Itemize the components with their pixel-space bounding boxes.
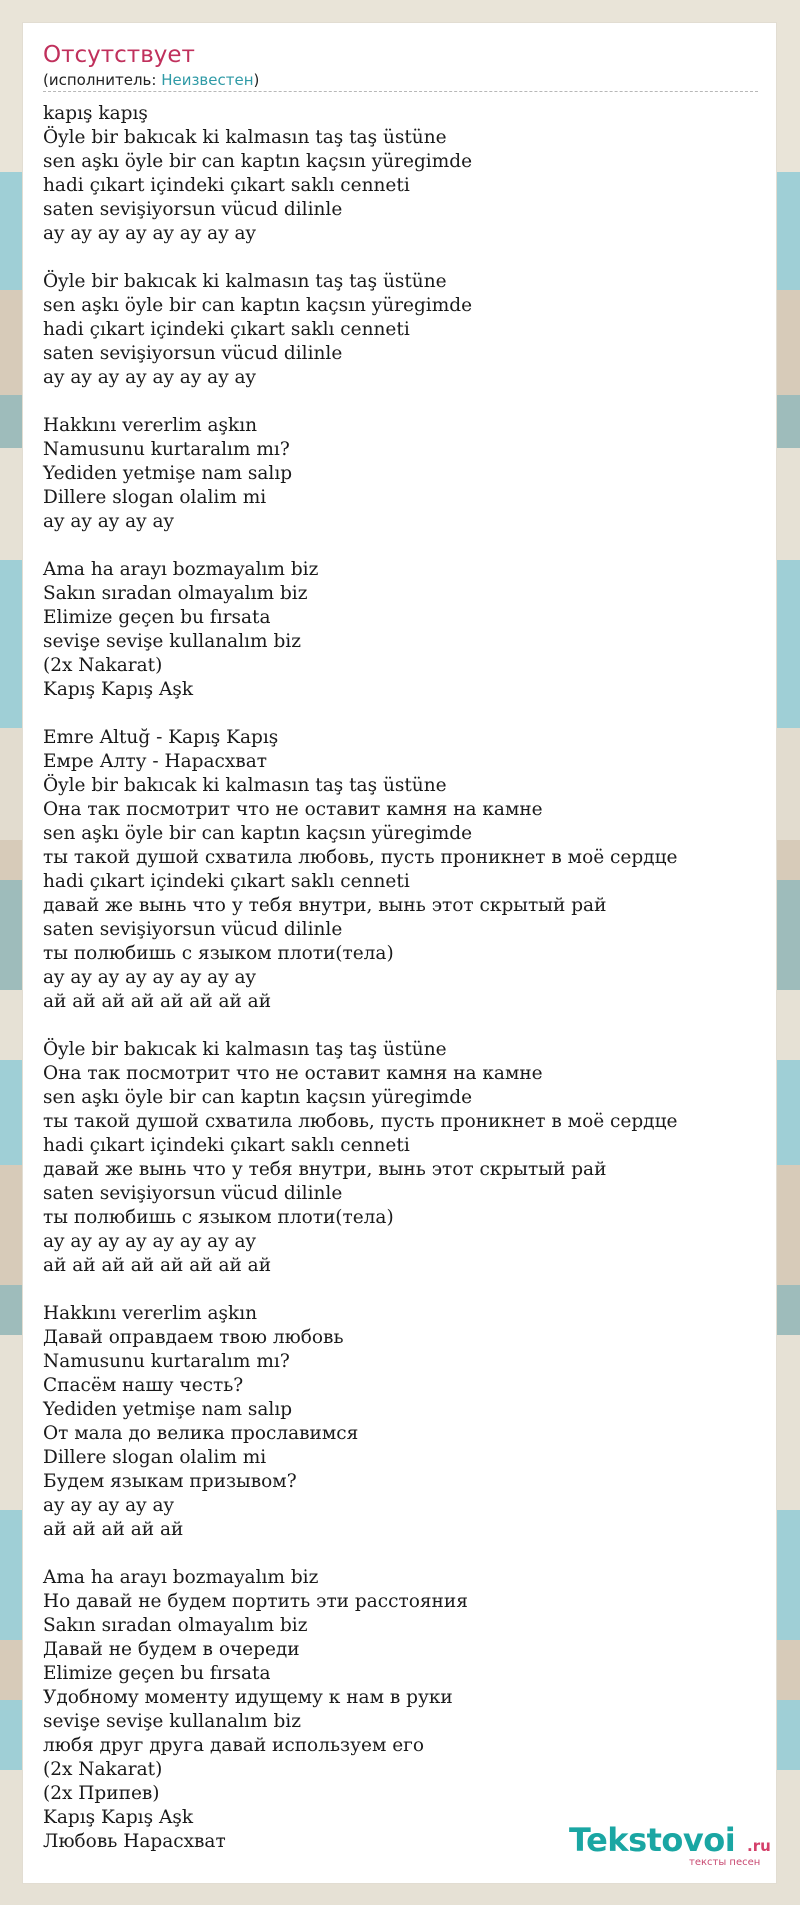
lyric-line: Kapış Kapış Aşk	[43, 679, 194, 700]
lyric-line: Öyle bir bakıcak ki kalmasın taş taş üstüne	[43, 1039, 447, 1060]
lyric-line: Давай не будем в очереди	[43, 1639, 300, 1660]
lyric-line: (2x Nakarat)	[43, 1759, 163, 1780]
lyrics-card	[22, 22, 777, 1884]
lyric-line: ay ay ay ay ay ay ay ay	[43, 367, 257, 388]
artist-line	[43, 71, 758, 92]
lyric-line: Hakkını vererlim aşkın	[43, 415, 258, 436]
lyric-line: ты полюбишь с языком плоти(тела)	[43, 943, 394, 964]
lyric-line: Yediden yetmişe nam salıp	[43, 463, 293, 484]
lyric-line: saten sevişiyorsun vücud dilinle	[43, 919, 343, 940]
artist-suffix: )	[253, 71, 260, 89]
lyric-blank-line	[43, 390, 763, 414]
logo-wordmark: Tekstovoi	[569, 1821, 736, 1859]
lyric-line: ай ай ай ай ай	[43, 1519, 184, 1540]
lyric-line: kapış kapış	[43, 103, 148, 124]
lyric-line: ты такой душой схватила любовь, пусть проникнет в моё сердце	[43, 847, 678, 868]
lyric-line: Kapış Kapış Aşk	[43, 1807, 194, 1828]
lyric-line: Давай оправдаем твою любовь	[43, 1327, 344, 1348]
lyric-line: hadi çıkart içindeki çıkart saklı cenneti	[43, 319, 410, 340]
lyric-line: Она так посмотрит что не оставит камня на камне	[43, 1063, 543, 1084]
lyric-line: sevişe sevişe kullanalım biz	[43, 1711, 301, 1732]
lyric-line: ay ay ay ay ay	[43, 511, 174, 532]
lyric-blank-line	[43, 702, 763, 726]
lyric-line: Dillere slogan olalim mi	[43, 1447, 267, 1468]
lyric-line: Sakın sıradan olmayalım biz	[43, 583, 308, 604]
lyric-line: ay ay ay ay ay ay ay ay	[43, 223, 257, 244]
lyrics-text	[43, 102, 763, 1854]
lyric-line: saten sevişiyorsun vücud dilinle	[43, 1183, 343, 1204]
lyric-line: sen aşkı öyle bir can kaptın kaçsın yüregimde	[43, 151, 473, 172]
lyric-line: Удобному моменту идущему к нам в руки	[43, 1687, 453, 1708]
lyric-line: Öyle bir bakıcak ki kalmasın taş taş üstüne	[43, 775, 447, 796]
lyric-line: Она так посмотрит что не оставит камня на камне	[43, 799, 543, 820]
lyric-line: любя друг друга давай используем его	[43, 1735, 424, 1756]
lyric-line: Будем языкам призывом?	[43, 1471, 297, 1492]
lyric-line: Namusunu kurtaralım mı?	[43, 1351, 290, 1372]
lyric-line: Но давай не будем портить эти расстояния	[43, 1591, 468, 1612]
lyric-blank-line	[43, 1278, 763, 1302]
lyric-line: saten sevişiyorsun vücud dilinle	[43, 199, 343, 220]
lyric-line: Elimize geçen bu fırsata	[43, 1663, 271, 1684]
lyric-line: ay ay ay ay ay ay ay ay	[43, 1231, 257, 1252]
lyric-line: Elimize geçen bu fırsata	[43, 607, 271, 628]
lyric-line: (2x Припев)	[43, 1783, 160, 1804]
artist-link[interactable]: Неизвестен	[161, 71, 254, 89]
lyric-line: Любовь Нарасхват	[43, 1831, 226, 1852]
logo-tagline: тексты песен	[689, 1857, 761, 1868]
lyric-line: ай ай ай ай ай ай ай ай	[43, 991, 272, 1012]
lyric-line: hadi çıkart içindeki çıkart saklı cenneti	[43, 175, 410, 196]
lyric-blank-line	[43, 534, 763, 558]
lyric-line: Sakın sıradan olmayalım biz	[43, 1615, 308, 1636]
lyric-blank-line	[43, 1014, 763, 1038]
lyric-blank-line	[43, 246, 763, 270]
artist-prefix: (исполнитель:	[43, 71, 162, 89]
lyric-line: От мала до велика прославимся	[43, 1423, 359, 1444]
lyric-line: Öyle bir bakıcak ki kalmasın taş taş üstüne	[43, 271, 447, 292]
song-title: Отсутствует	[43, 42, 195, 68]
lyric-line: ты такой душой схватила любовь, пусть проникнет в моё сердце	[43, 1111, 678, 1132]
lyric-line: ay ay ay ay ay	[43, 1495, 174, 1516]
lyric-blank-line	[43, 1542, 763, 1566]
site-logo[interactable]	[569, 1821, 769, 1871]
lyric-line: Emre Altuğ - Kapış Kapış	[43, 727, 279, 748]
lyric-line: sevişe sevişe kullanalım biz	[43, 631, 301, 652]
lyric-line: Yediden yetmişe nam salıp	[43, 1399, 293, 1420]
lyric-line: Спасём нашу честь?	[43, 1375, 244, 1396]
logo-domain: .ru	[747, 1837, 771, 1855]
lyric-line: давай же вынь что у тебя внутри, вынь этот скрытый рай	[43, 895, 607, 916]
lyric-line: hadi çıkart içindeki çıkart saklı cenneti	[43, 1135, 410, 1156]
lyric-line: saten sevişiyorsun vücud dilinle	[43, 343, 343, 364]
lyric-line: sen aşkı öyle bir can kaptın kaçsın yüregimde	[43, 295, 473, 316]
lyric-line: Ama ha arayı bozmayalım biz	[43, 1567, 319, 1588]
lyric-line: sen aşkı öyle bir can kaptın kaçsın yüregimde	[43, 1087, 473, 1108]
lyric-line: давай же вынь что у тебя внутри, вынь этот скрытый рай	[43, 1159, 607, 1180]
lyric-line: ай ай ай ай ай ай ай ай	[43, 1255, 272, 1276]
lyric-line: Dillere slogan olalim mi	[43, 487, 267, 508]
lyric-line: Öyle bir bakıcak ki kalmasın taş taş üstüne	[43, 127, 447, 148]
lyric-line: Hakkını vererlim aşkın	[43, 1303, 258, 1324]
lyric-line: hadi çıkart içindeki çıkart saklı cenneti	[43, 871, 410, 892]
lyric-line: (2x Nakarat)	[43, 655, 163, 676]
lyric-line: Емре Алту - Нарасхват	[43, 751, 267, 772]
lyric-line: ты полюбишь с языком плоти(тела)	[43, 1207, 394, 1228]
lyric-line: Ama ha arayı bozmayalım biz	[43, 559, 319, 580]
lyric-line: Namusunu kurtaralım mı?	[43, 439, 290, 460]
lyric-line: ay ay ay ay ay ay ay ay	[43, 967, 257, 988]
lyric-line: sen aşkı öyle bir can kaptın kaçsın yüregimde	[43, 823, 473, 844]
